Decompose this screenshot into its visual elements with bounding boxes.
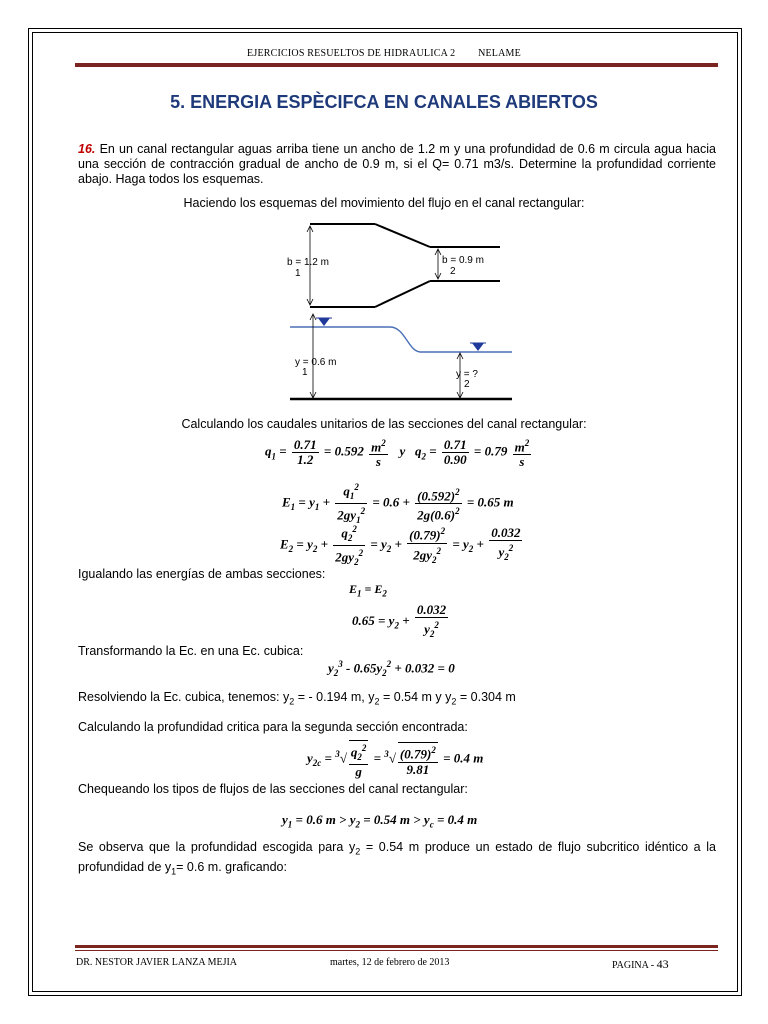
- q1a-val: = 0.592: [323, 443, 364, 459]
- problem-number: 16.: [78, 142, 96, 156]
- footer-author: DR. NESTOR JAVIER LANZA MEJIA: [76, 957, 238, 968]
- plan-b2-label: b = 0.9 m: [442, 255, 484, 266]
- check-intro: Chequeando los tipos de flujos de las secciones del canal rectangular:: [78, 782, 468, 796]
- eq-unit-flows: $q_1$ = $\frac{0.71}{1.2}$ = 0.592 $\frac{m^2}{s}$ y $q_2$ = $\frac{0.71}{0.90}$ = 0.79 $\frac{m^2}{s}$: [265, 437, 530, 470]
- plan-b1-label: b = 1.2 m: [287, 257, 329, 268]
- q1b-num: 0.71: [443, 437, 467, 453]
- profile-y1-label: y = 0.6 m: [295, 357, 337, 368]
- q1b-val: = 0.79: [473, 443, 508, 459]
- plan-b1-sub: 1: [295, 268, 301, 279]
- footer-page-label: PAGINA -: [612, 960, 655, 971]
- plan-b2-sub: 2: [450, 266, 456, 277]
- profile-y1-sub: 1: [302, 367, 308, 378]
- q1a-num: 0.71: [293, 437, 317, 453]
- eq-energy-1: $E_1 = y_1$ + $\frac{q_1^2}{2gy_1^2}$ = 0.6 + $\frac{(0.592)^2}{2g(0.6)^2}$ = 0.65 m: [282, 482, 514, 525]
- critical-intro: Calculando la profundidad critica para la segunda sección encontrada:: [78, 720, 468, 734]
- eq-energy-2: $E_2 = y_2$ + $\frac{q_2^2}{2gy_2^2}$ = $y_2$ + $\frac{(0.79)^2}{2gy_2^2}$ = $y_2$ + $\frac{0.032}{y_2^2}$: [280, 524, 521, 567]
- footer-page: [612, 957, 669, 972]
- solve-text: Resolviendo la Ec. cubica, tenemos: $y_2$ = - 0.194 m, $y_2 = 0.54$ m y $y_2 = 0.304$ m: [78, 690, 516, 707]
- problem-statement: [78, 142, 716, 187]
- header-book-title: EJERCICIOS RESUELTOS DE HIDRAULICA 2: [247, 48, 456, 59]
- transform-text: Transformando la Ec. en una Ec. cubica:: [78, 644, 304, 658]
- eq-cubic: $y_2^3 - 0.65y_2^2 + 0.032 = 0$: [328, 659, 455, 678]
- schema-intro: Haciendo los esquemas del movimiento del flujo en el canal rectangular:: [183, 196, 585, 210]
- eq-e1-equals-e2: $E_1 = E_2$: [349, 582, 387, 599]
- water-level-marker-2: [472, 343, 484, 351]
- eq-065: $0.65 = y_2$ + $\frac{0.032}{y_2^2}$: [352, 602, 447, 639]
- eq-check: $y_1 = 0.6$ $m > y_2 = 0.54$ $m > y_c = 0.4$ m: [282, 812, 478, 830]
- q1a-den: 1.2: [297, 452, 314, 468]
- water-level-marker-1: [318, 318, 330, 326]
- unit-flows-intro: Calculando los caudales unitarios de las secciones del canal rectangular:: [181, 417, 587, 431]
- q1b-den: 0.90: [443, 452, 467, 468]
- footer-rule-thin: [75, 950, 718, 951]
- profile-y2-sub: 2: [464, 379, 470, 390]
- e1-val: = 0.65 m: [466, 494, 514, 510]
- footer-date: martes, 12 de febrero de 2013: [330, 957, 450, 968]
- header-author-short: NELAME: [478, 48, 521, 59]
- equalize-text: Igualando las energías de ambas secciones:: [78, 567, 326, 581]
- eq-critical-depth: $y_{2c} = ^3√$ $\frac{q_2^2}{g}$ = $^3$√ $\frac{(0.79)^2}{9.81}$ = 0.4 m: [307, 740, 483, 779]
- profile-y2-label: y = ?: [456, 369, 478, 380]
- conclusion-text: Se observa que la profundidad escogida para $y_2 = 0.54$ m produce un estado de flujo subcritico idéntico a la profundidad de $y_1= 0.6$ m. graficando:: [78, 840, 716, 876]
- running-header: [0, 48, 768, 59]
- section-title: 5. ENERGIA ESPÈCIFCA EN CANALES ABIERTOS: [170, 92, 598, 112]
- channel-diagram: [280, 215, 520, 403]
- header-rule: [75, 63, 718, 67]
- problem-text: En un canal rectangular aguas arriba tiene un ancho de 1.2 m y una profundidad de 0.6 m circula agua hacia una sección de contracción gradual de ancho de 0.9 m, si el Q= 0.71 m3/s. Determine la profundidad corriente abajo. Haga todos los esquemas.: [78, 142, 716, 186]
- footer-page-number: 43: [656, 957, 669, 971]
- footer-rule: [75, 945, 718, 948]
